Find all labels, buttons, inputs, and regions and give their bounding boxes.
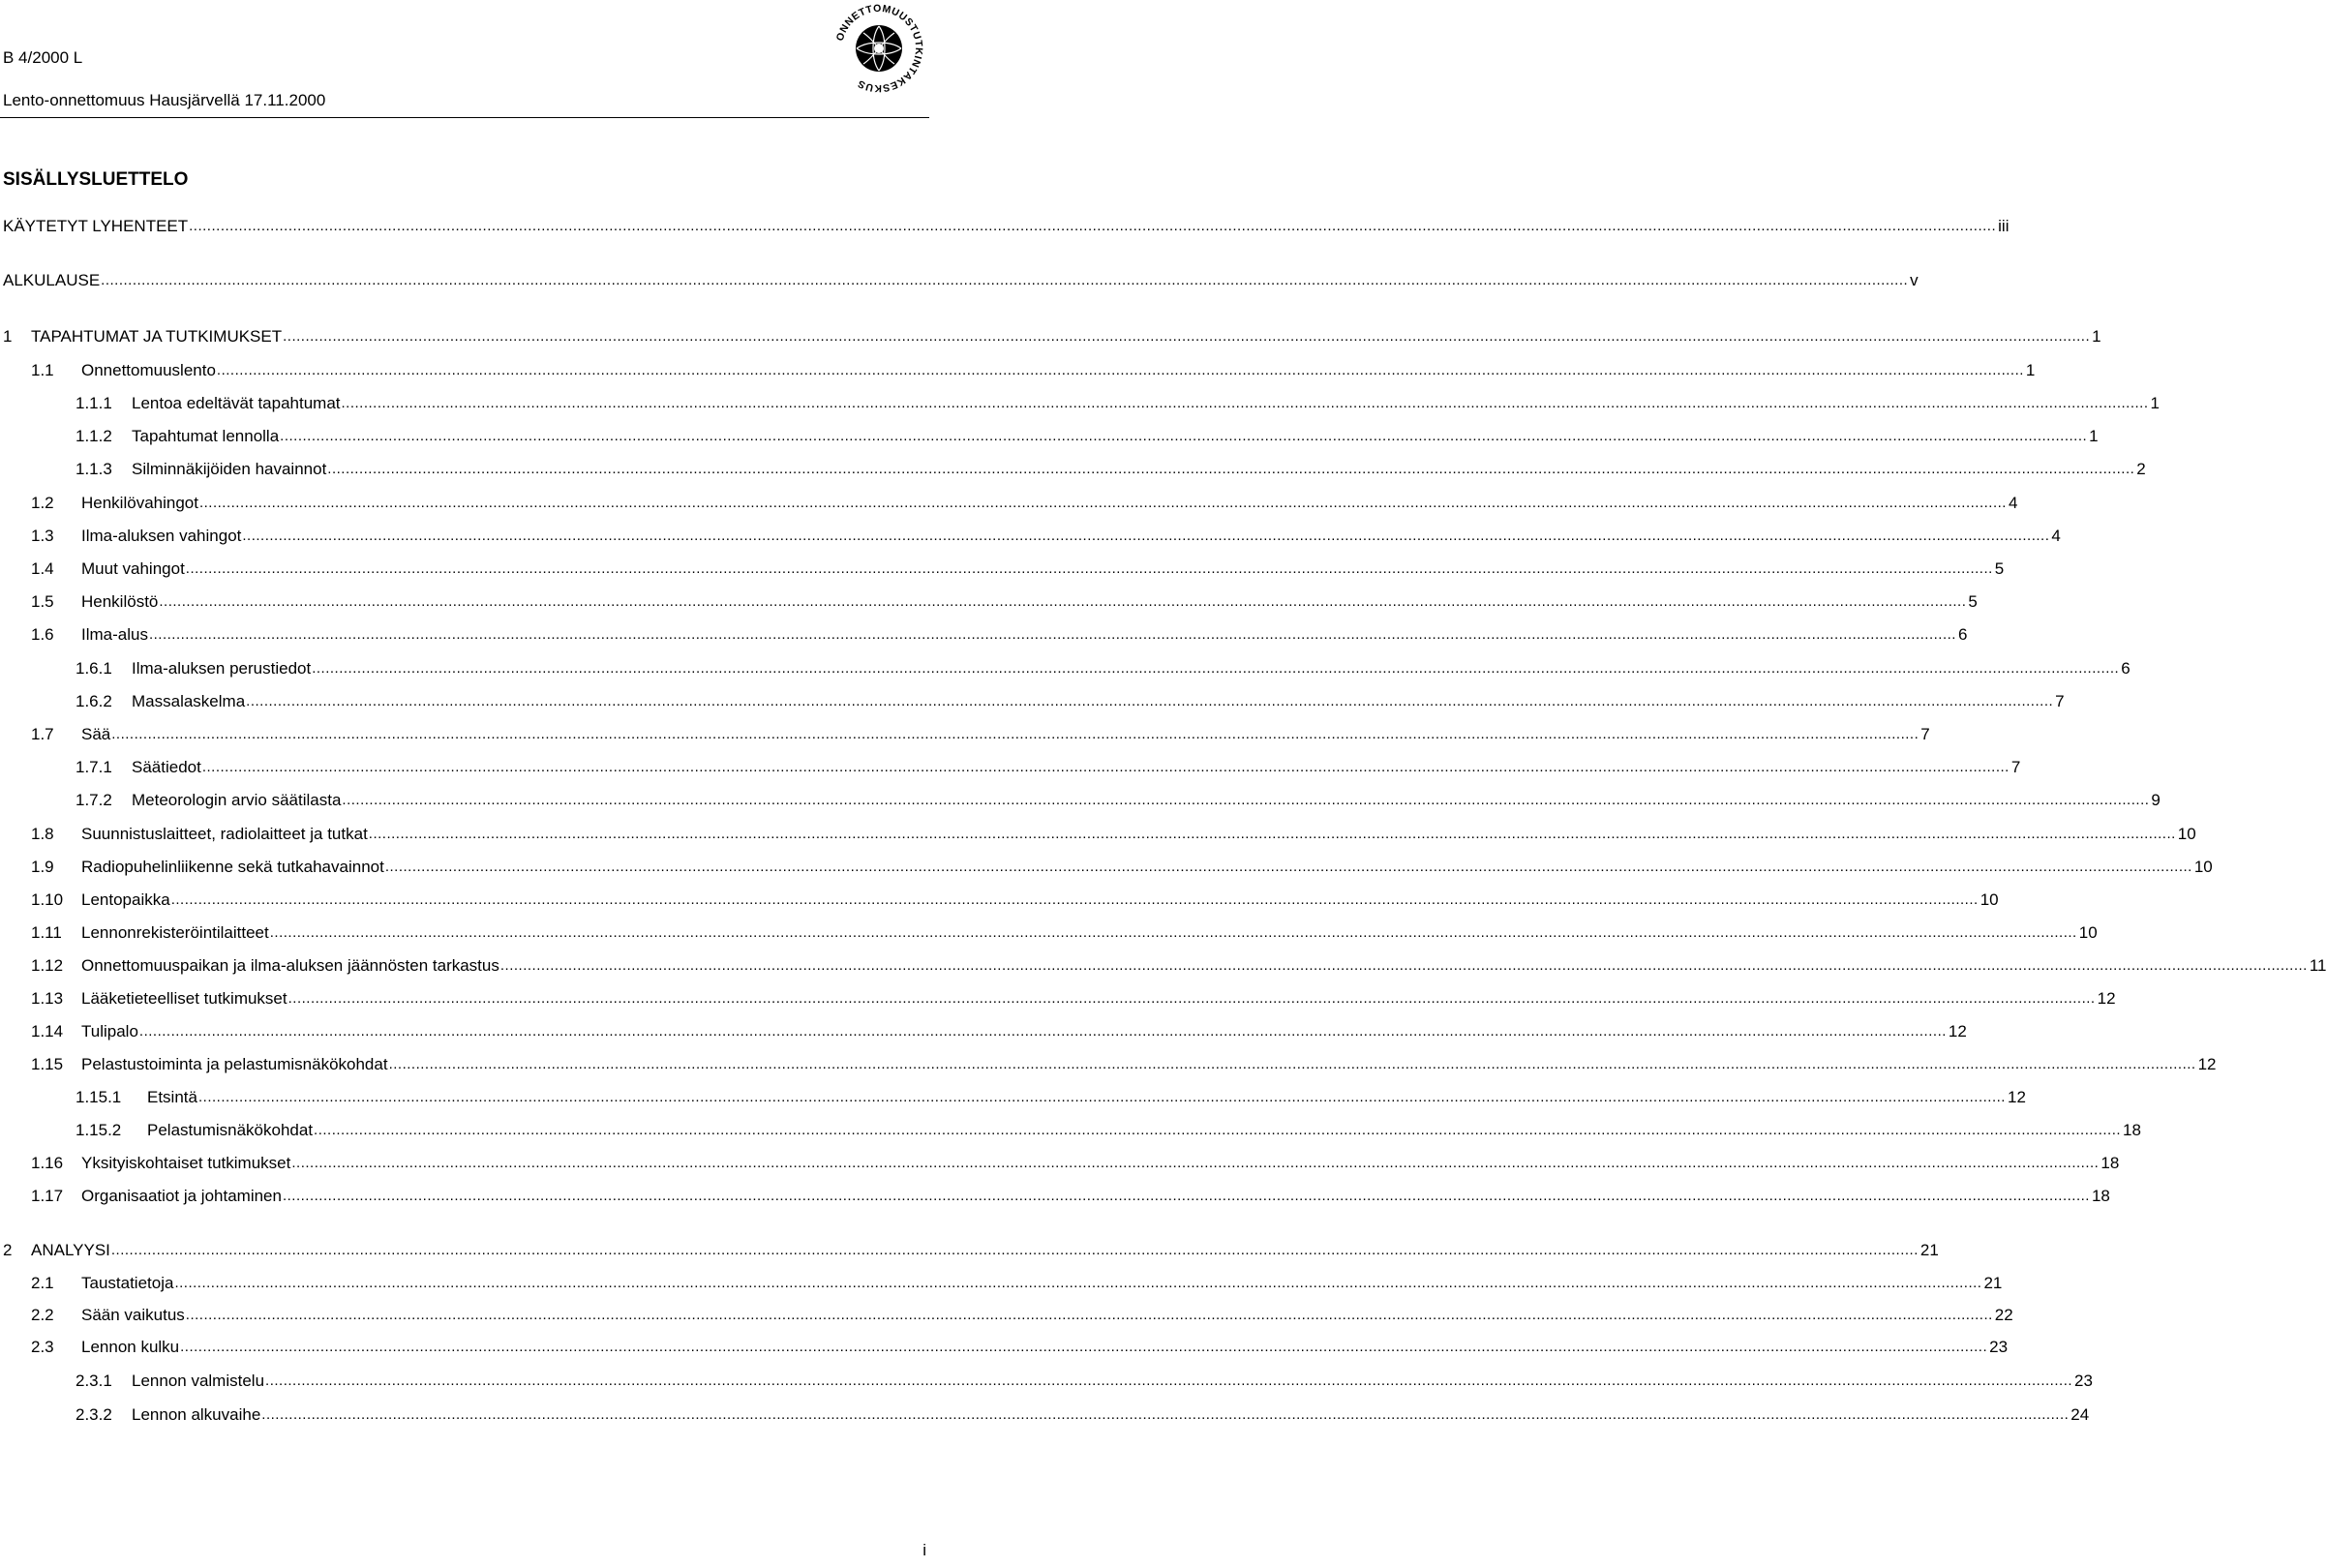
toc-entry-page: v [1908, 269, 1919, 292]
toc-entry-page: 18 [2121, 1119, 2141, 1142]
toc-entry[interactable] [0, 789, 2161, 812]
toc-entry-page: 12 [2096, 987, 2116, 1010]
toc-leader-dots: ................................................................................................................................................................................................................................................................................................................................................................................................................ [341, 395, 2149, 411]
toc-entry-page: 7 [2010, 756, 2020, 779]
toc-entry-page: 12 [1947, 1020, 1967, 1043]
toc-entry-page: 5 [1993, 558, 2004, 581]
toc-leader-dots: ................................................................................................................................................................................................................................................................................................................................................................................................................ [216, 362, 2024, 378]
toc-entry-title: Radiopuhelinliikenne sekä tutkahavainnot [81, 856, 385, 879]
toc-entry-number: 1.8 [31, 825, 54, 843]
toc-leader-dots: ................................................................................................................................................................................................................................................................................................................................................................................................................ [198, 495, 2007, 511]
toc-entry-page: 21 [1919, 1239, 1939, 1262]
toc-entry[interactable] [0, 425, 2099, 448]
toc-entry-title: Muut vahingot [81, 558, 186, 581]
toc-entry-number: 1.15.2 [76, 1121, 122, 1139]
toc-entry-page: 11 [2308, 954, 2327, 978]
toc-entry-title: Taustatietoja [81, 1272, 174, 1295]
toc-entry-page: 24 [2069, 1403, 2089, 1427]
toc-entry-title: Etsintä [147, 1086, 198, 1109]
toc-entry-page: 6 [1956, 623, 1967, 647]
toc-entry-page: 1 [2090, 325, 2100, 348]
toc-leader-dots: ................................................................................................................................................................................................................................................................................................................................................................................................................ [291, 1155, 2100, 1171]
toc-entry-page: 23 [2072, 1370, 2093, 1393]
toc-entry-number: 1.1.3 [76, 460, 112, 478]
toc-entry[interactable] [0, 215, 2010, 238]
toc-entry[interactable] [0, 987, 2116, 1010]
toc-entry-number: 1 [3, 327, 13, 346]
toc-leader-dots: ................................................................................................................................................................................................................................................................................................................................................................................................................ [138, 1023, 1947, 1040]
toc-entry-page: 12 [2006, 1086, 2026, 1109]
toc-leader-dots: ................................................................................................................................................................................................................................................................................................................................................................................................................ [148, 626, 1956, 643]
toc-entry-page: 21 [1981, 1272, 2002, 1295]
document-subtitle: Lento-onnettomuus Hausjärvellä 17.11.2000 [3, 91, 326, 109]
toc-entry-title: Silminnäkijöiden havainnot [132, 458, 327, 481]
toc-leader-dots: ................................................................................................................................................................................................................................................................................................................................................................................................................ [269, 924, 2077, 941]
toc-entry-title: Sään vaikutus [81, 1304, 186, 1327]
toc-leader-dots: ................................................................................................................................................................................................................................................................................................................................................................................................................ [280, 428, 2088, 444]
toc-entry[interactable] [0, 1272, 2003, 1295]
toc-entry-title: Massalaskelma [132, 690, 246, 713]
toc-entry-number: 1.11 [31, 923, 62, 942]
toc-entry-title: Meteorologin arvio säätilasta [132, 789, 342, 812]
toc-title: SISÄLLYSLUETTELO [3, 169, 189, 190]
toc-entry[interactable] [0, 590, 1978, 614]
toc-entry-number: 1.17 [31, 1187, 64, 1205]
toc-leader-dots: ................................................................................................................................................................................................................................................................................................................................................................................................................ [327, 461, 2135, 477]
toc-entry-number: 1.7 [31, 725, 54, 743]
toc-entry[interactable] [0, 954, 2327, 978]
toc-entry[interactable] [0, 823, 2196, 846]
toc-entry-number: 2 [3, 1241, 13, 1259]
toc-entry-page: 1 [2149, 392, 2160, 415]
header-rule [0, 117, 929, 118]
toc-leader-dots: ................................................................................................................................................................................................................................................................................................................................................................................................................ [368, 826, 2176, 842]
toc-entry[interactable] [0, 392, 2160, 415]
toc-entry[interactable] [0, 1336, 2009, 1359]
toc-leader-dots: ................................................................................................................................................................................................................................................................................................................................................................................................................ [242, 528, 2050, 544]
toc-leader-dots: ................................................................................................................................................................................................................................................................................................................................................................................................................ [265, 1372, 2073, 1389]
toc-entry-title: ALKULAUSE [3, 269, 101, 292]
toc-entry[interactable] [0, 1403, 2090, 1427]
toc-entry-title: Lennon kulku [81, 1336, 180, 1359]
toc-entry-number: 2.3.1 [76, 1372, 112, 1390]
toc-entry[interactable] [0, 1053, 2217, 1076]
toc-entry-page: 1 [2024, 359, 2035, 382]
toc-entry[interactable] [0, 458, 2146, 481]
toc-entry-number: 1.6.2 [76, 692, 112, 710]
toc-entry-number: 1.6.1 [76, 659, 112, 678]
toc-entry-number: 2.3.2 [76, 1405, 112, 1424]
page-number: i [922, 1541, 926, 1559]
toc-entry-page: 18 [2090, 1185, 2110, 1208]
toc-entry-title: Organisaatiot ja johtaminen [81, 1185, 283, 1208]
toc-entry[interactable] [0, 1119, 2141, 1142]
toc-entry[interactable] [0, 1152, 2120, 1175]
toc-leader-dots: ................................................................................................................................................................................................................................................................................................................................................................................................................ [314, 1122, 2122, 1138]
toc-entry[interactable] [0, 558, 2005, 581]
toc-entry[interactable] [0, 1020, 1967, 1043]
toc-leader-dots: ................................................................................................................................................................................................................................................................................................................................................................................................................ [101, 272, 1909, 288]
toc-leader-dots: ................................................................................................................................................................................................................................................................................................................................................................................................................ [159, 593, 1967, 610]
toc-leader-dots: ................................................................................................................................................................................................................................................................................................................................................................................................................ [185, 1307, 1993, 1323]
toc-entry-page: 4 [2049, 525, 2060, 548]
onnettomuustutkintakeskus-logo [831, 0, 927, 97]
toc-entry-title: Onnettomuuslento [81, 359, 217, 382]
toc-entry[interactable] [0, 856, 2213, 879]
toc-entry-title: Pelastustoiminta ja pelastumisnäkökohdat [81, 1053, 389, 1076]
toc-entry-page: 2 [2134, 458, 2145, 481]
toc-entry-title: Yksityiskohtaiset tutkimukset [81, 1152, 291, 1175]
toc-entry-number: 2.1 [31, 1274, 54, 1292]
toc-leader-dots: ................................................................................................................................................................................................................................................................................................................................................................................................................ [499, 957, 2308, 974]
toc-entry-number: 1.4 [31, 559, 54, 578]
toc-entry-title: Sää [81, 723, 111, 746]
toc-entry[interactable] [0, 690, 2065, 713]
toc-leader-dots: ................................................................................................................................................................................................................................................................................................................................................................................................................ [388, 1056, 2196, 1072]
toc-entry-title: Lääketieteelliset tutkimukset [81, 987, 288, 1010]
toc-entry[interactable] [0, 889, 1999, 912]
toc-entry-number: 2.2 [31, 1306, 54, 1324]
toc-entry-number: 1.6 [31, 625, 54, 644]
toc-entry-number: 1.16 [31, 1154, 64, 1172]
toc-leader-dots: ................................................................................................................................................................................................................................................................................................................................................................................................................ [312, 660, 2120, 677]
toc-leader-dots: ................................................................................................................................................................................................................................................................................................................................................................................................................ [174, 1275, 1982, 1291]
svg-text:ONNETTOMUUSTUTKINTAKESKUS: ONNETTOMUUSTUTKINTAKESKUS [833, 2, 925, 95]
toc-entry-page: iii [1996, 215, 2009, 238]
toc-entry-title: Lentoa edeltävät tapahtumat [132, 392, 342, 415]
toc-entry-page: 10 [2176, 823, 2196, 846]
toc-entry[interactable] [0, 525, 2061, 548]
toc-entry[interactable] [0, 623, 1968, 647]
toc-entry[interactable] [0, 1086, 2026, 1109]
toc-entry-title: TAPAHTUMAT JA TUTKIMUKSET [31, 325, 283, 348]
toc-entry-title: Suunnistuslaitteet, radiolaitteet ja tutkat [81, 823, 369, 846]
toc-entry-page: 10 [2077, 921, 2098, 945]
toc-entry[interactable] [0, 325, 2101, 348]
toc-entry[interactable] [0, 1239, 1939, 1262]
toc-entry-title: Ilma-alus [81, 623, 149, 647]
toc-entry-title: Ilma-aluksen vahingot [81, 525, 242, 548]
toc-leader-dots: ................................................................................................................................................................................................................................................................................................................................................................................................................ [261, 1406, 2070, 1423]
toc-leader-dots: ................................................................................................................................................................................................................................................................................................................................................................................................................ [189, 218, 1997, 234]
toc-entry-number: 1.3 [31, 527, 54, 545]
toc-entry[interactable] [0, 921, 2098, 945]
toc-entry-number: 1.15 [31, 1055, 64, 1073]
toc-entry-title: Lennonrekisteröintilaitteet [81, 921, 270, 945]
toc-entry-number: 2.3 [31, 1338, 54, 1356]
toc-entry-page: 18 [2099, 1152, 2119, 1175]
toc-entry-title: Lennon alkuvaihe [132, 1403, 261, 1427]
toc-entry-number: 1.15.1 [76, 1088, 122, 1106]
toc-leader-dots: ................................................................................................................................................................................................................................................................................................................................................................................................................ [384, 859, 2192, 875]
toc-entry-title: Lentopaikka [81, 889, 171, 912]
toc-entry-title: Henkilöstö [81, 590, 159, 614]
toc-entry[interactable] [0, 269, 1919, 292]
toc-entry-title: Henkilövahingot [81, 492, 199, 515]
toc-entry-number: 1.9 [31, 858, 54, 876]
toc-leader-dots: ................................................................................................................................................................................................................................................................................................................................................................................................................ [201, 759, 2010, 775]
toc-leader-dots: ................................................................................................................................................................................................................................................................................................................................................................................................................ [283, 328, 2091, 345]
toc-entry-page: 7 [2053, 690, 2064, 713]
toc-entry-page: 10 [2192, 856, 2213, 879]
toc-entry-page: 4 [2007, 492, 2017, 515]
toc-entry[interactable] [0, 1185, 2110, 1208]
toc-entry-page: 12 [2196, 1053, 2217, 1076]
toc-entry-number: 1.10 [31, 890, 64, 909]
toc-leader-dots: ................................................................................................................................................................................................................................................................................................................................................................................................................ [197, 1089, 2006, 1105]
toc-entry-number: 1.2 [31, 494, 54, 512]
toc-entry-page: 9 [2149, 789, 2160, 812]
toc-leader-dots: ................................................................................................................................................................................................................................................................................................................................................................................................................ [185, 560, 1993, 577]
document-id: B 4/2000 L [3, 48, 83, 67]
toc-entry-number: 1.1.2 [76, 427, 112, 445]
toc-entry[interactable] [0, 359, 2036, 382]
toc-entry-page: 5 [1966, 590, 1977, 614]
toc-entry-page: 1 [2087, 425, 2098, 448]
toc-entry-title: Tapahtumat lennolla [132, 425, 280, 448]
toc-entry-title: Lennon valmistelu [132, 1370, 265, 1393]
toc-entry[interactable] [0, 723, 1930, 746]
toc-entry-number: 1.14 [31, 1022, 64, 1040]
toc-entry-number: 1.1.1 [76, 394, 112, 412]
toc-entry-number: 1.13 [31, 989, 64, 1008]
toc-entry-title: Ilma-aluksen perustiedot [132, 657, 312, 680]
toc-entry-title: Säätiedot [132, 756, 202, 779]
toc-entry[interactable] [0, 492, 2018, 515]
toc-entry-number: 1.7.2 [76, 791, 112, 809]
toc-entry-number: 1.7.1 [76, 758, 112, 776]
toc-leader-dots: ................................................................................................................................................................................................................................................................................................................................................................................................................ [180, 1339, 1988, 1355]
toc-leader-dots: ................................................................................................................................................................................................................................................................................................................................................................................................................ [246, 693, 2054, 709]
toc-entry-page: 6 [2119, 657, 2130, 680]
toc-entry-page: 22 [1993, 1304, 2013, 1327]
toc-entry-number: 1.5 [31, 592, 54, 611]
toc-entry[interactable] [0, 1304, 2013, 1327]
toc-leader-dots: ................................................................................................................................................................................................................................................................................................................................................................................................................ [282, 1188, 2090, 1204]
toc-entry-number: 1.1 [31, 361, 54, 379]
toc-entry-title: Pelastumisnäkökohdat [147, 1119, 314, 1142]
toc-entry[interactable] [0, 756, 2021, 779]
toc-leader-dots: ................................................................................................................................................................................................................................................................................................................................................................................................................ [287, 990, 2096, 1007]
toc-leader-dots: ................................................................................................................................................................................................................................................................................................................................................................................................................ [342, 792, 2150, 808]
toc-entry-number: 1.12 [31, 956, 64, 975]
toc-leader-dots: ................................................................................................................................................................................................................................................................................................................................................................................................................ [110, 1242, 1919, 1258]
toc-entry[interactable] [0, 657, 2131, 680]
toc-entry-title: Onnettomuuspaikan ja ilma-aluksen jäännösten tarkastus [81, 954, 500, 978]
toc-entry-title: Tulipalo [81, 1020, 139, 1043]
toc-entry-page: 23 [1987, 1336, 2008, 1359]
toc-leader-dots: ................................................................................................................................................................................................................................................................................................................................................................................................................ [170, 891, 1979, 908]
toc-entry[interactable] [0, 1370, 2093, 1393]
toc-entry-page: 7 [1919, 723, 1929, 746]
toc-entry-title: ANALYYSI [31, 1239, 111, 1262]
toc-entry-title: KÄYTETYT LYHENTEET [3, 215, 189, 238]
toc-leader-dots: ................................................................................................................................................................................................................................................................................................................................................................................................................ [111, 726, 1919, 742]
toc-entry-page: 10 [1979, 889, 1999, 912]
